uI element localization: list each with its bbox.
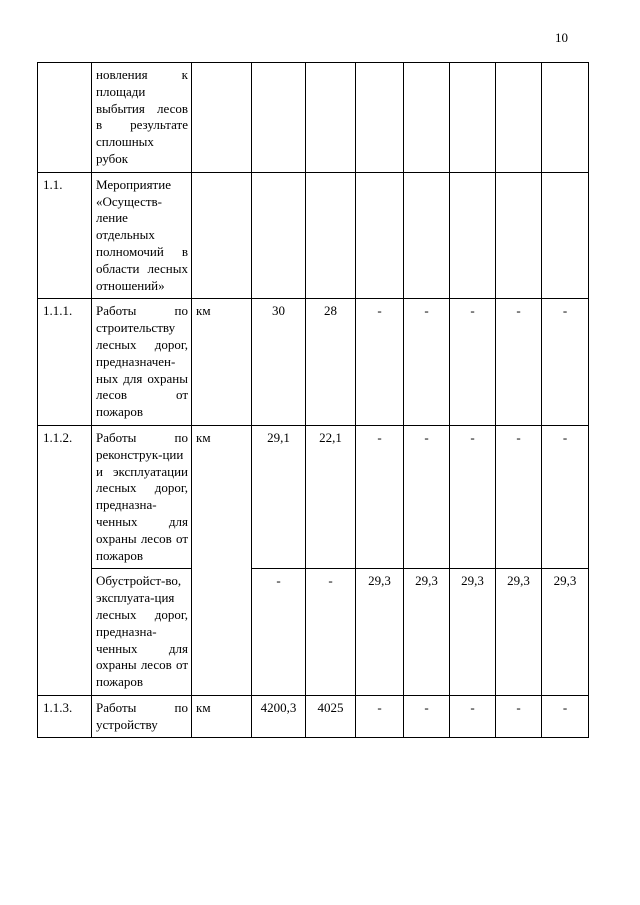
value-cell: 28 bbox=[306, 299, 356, 426]
value-cell: 29,3 bbox=[450, 569, 496, 696]
value-cell bbox=[252, 172, 306, 299]
value-cell: - bbox=[356, 425, 404, 568]
value-cell: 29,1 bbox=[252, 425, 306, 568]
value-cell bbox=[542, 172, 589, 299]
row-number-cell: 1.1.2. bbox=[38, 425, 92, 695]
table-row bbox=[38, 63, 589, 173]
value-cell: 29,3 bbox=[404, 569, 450, 696]
row-name-cell: Работы по строительству лесных дорог, предназначен-ных для охраны лесов от пожаров bbox=[92, 299, 192, 426]
value-cell: - bbox=[542, 299, 589, 426]
row-name-cell: Работы по устройству bbox=[92, 695, 192, 738]
value-cell bbox=[496, 63, 542, 173]
value-cell: - bbox=[496, 425, 542, 568]
row-name-cell: Работы по реконструк-ции и эксплуатации лесных дорог, предназна-ченных для охраны лесов от пожаров bbox=[92, 425, 192, 568]
value-cell bbox=[306, 63, 356, 173]
value-cell: - bbox=[404, 695, 450, 738]
value-cell: - bbox=[356, 695, 404, 738]
value-cell: 22,1 bbox=[306, 425, 356, 568]
value-cell bbox=[542, 63, 589, 173]
row-number-cell bbox=[38, 63, 92, 173]
table-row bbox=[38, 425, 589, 568]
row-number-cell: 1.1. bbox=[38, 172, 92, 299]
value-cell bbox=[450, 63, 496, 173]
value-cell: - bbox=[450, 695, 496, 738]
row-unit-cell: км bbox=[192, 425, 252, 695]
value-cell: 4200,3 bbox=[252, 695, 306, 738]
value-cell: - bbox=[496, 299, 542, 426]
table-row bbox=[38, 569, 589, 696]
measures-table bbox=[37, 62, 589, 738]
row-unit-cell: км bbox=[192, 695, 252, 738]
table-row bbox=[38, 172, 589, 299]
table-row bbox=[38, 695, 589, 738]
value-cell: - bbox=[450, 425, 496, 568]
row-name-cell: Обустройст-во, эксплуата-ция лесных дорог, предназна-ченных для охраны лесов от пожаров bbox=[92, 569, 192, 696]
value-cell: - bbox=[252, 569, 306, 696]
row-number-cell: 1.1.3. bbox=[38, 695, 92, 738]
value-cell bbox=[356, 172, 404, 299]
value-cell: - bbox=[450, 299, 496, 426]
value-cell bbox=[252, 63, 306, 173]
row-unit-cell bbox=[192, 63, 252, 173]
row-name-cell: новления к площади выбытия лесов в результате сплошных рубок bbox=[92, 63, 192, 173]
value-cell: - bbox=[356, 299, 404, 426]
page-number: 10 bbox=[555, 30, 568, 45]
value-cell bbox=[404, 172, 450, 299]
table-row bbox=[38, 299, 589, 426]
value-cell: - bbox=[306, 569, 356, 696]
row-name-cell: Мероприятие «Осуществ-ление отдельных полномочий в области лесных отношений» bbox=[92, 172, 192, 299]
row-unit-cell bbox=[192, 172, 252, 299]
value-cell: 29,3 bbox=[542, 569, 589, 696]
value-cell: 4025 bbox=[306, 695, 356, 738]
value-cell: - bbox=[496, 695, 542, 738]
value-cell bbox=[306, 172, 356, 299]
value-cell: - bbox=[404, 425, 450, 568]
value-cell bbox=[356, 63, 404, 173]
value-cell: - bbox=[542, 695, 589, 738]
value-cell: 29,3 bbox=[496, 569, 542, 696]
row-unit-cell: км bbox=[192, 299, 252, 426]
value-cell: 30 bbox=[252, 299, 306, 426]
value-cell: - bbox=[542, 425, 589, 568]
row-number-cell: 1.1.1. bbox=[38, 299, 92, 426]
value-cell: - bbox=[404, 299, 450, 426]
value-cell bbox=[450, 172, 496, 299]
value-cell: 29,3 bbox=[356, 569, 404, 696]
value-cell bbox=[404, 63, 450, 173]
value-cell bbox=[496, 172, 542, 299]
